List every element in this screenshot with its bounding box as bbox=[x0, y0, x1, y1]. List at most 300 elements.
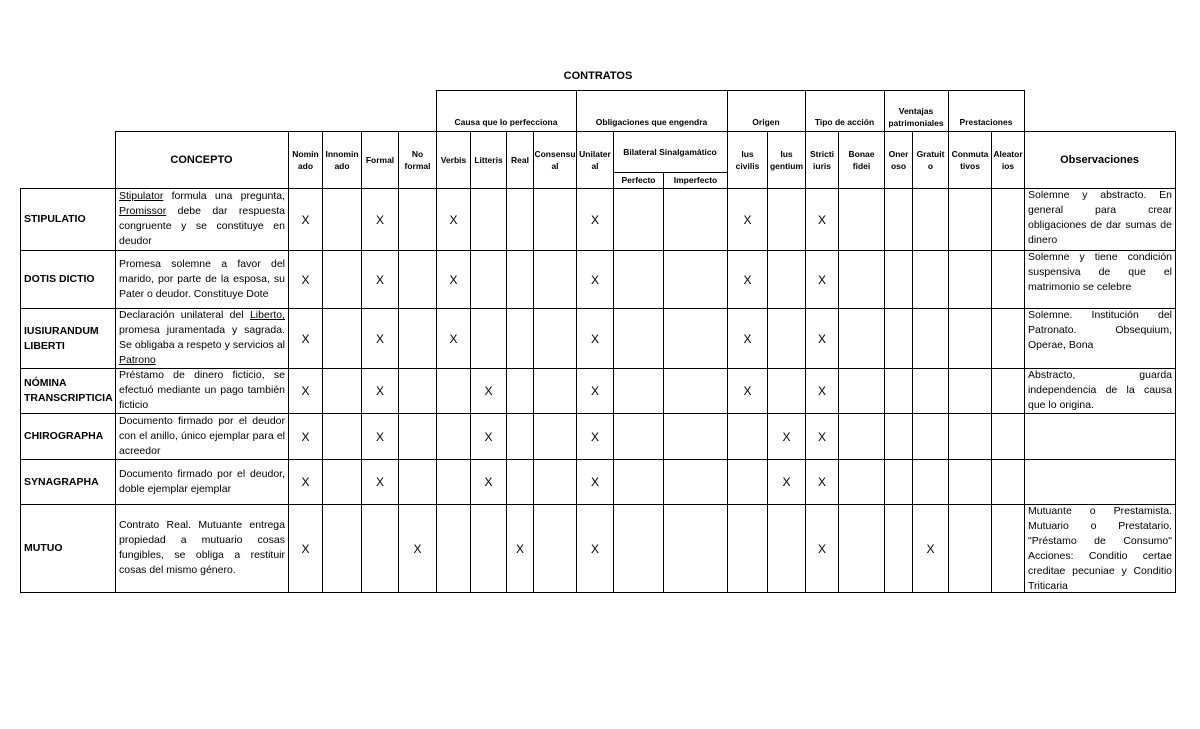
column-header-text-17-line2: tivos bbox=[960, 160, 980, 171]
row-observations-0 bbox=[1025, 188, 1175, 250]
column-header-text-12 bbox=[770, 148, 803, 172]
group-causa-label: Causa que lo perfecciona bbox=[454, 116, 558, 127]
row-name-3 bbox=[21, 369, 114, 413]
column-header-text-0-line2: ado bbox=[297, 160, 314, 171]
row-description-text bbox=[119, 414, 285, 459]
row-3-mark-7 bbox=[534, 369, 576, 413]
row-2-mark-7 bbox=[534, 309, 576, 368]
row-2-mark-2 bbox=[362, 309, 398, 368]
column-header-14 bbox=[839, 131, 884, 188]
mark-value: X bbox=[743, 272, 752, 287]
row-0-mark-5 bbox=[471, 189, 506, 250]
row-name-4 bbox=[21, 414, 114, 459]
column-header-text-9-line1: Perfecto bbox=[621, 175, 656, 185]
row-0-mark-16 bbox=[913, 189, 948, 250]
row-3-mark-3 bbox=[399, 369, 436, 413]
column-header-text-1-line2: ado bbox=[334, 160, 350, 171]
column-header-1 bbox=[323, 131, 361, 188]
row-2-mark-6 bbox=[507, 309, 533, 368]
desc-part: Contrato Real. Mutuante entrega propiedad a mutuario cosas fungibles, se obliga a restituir cosas del mismo género. bbox=[119, 519, 285, 576]
row-1-mark-11 bbox=[728, 251, 767, 308]
row-0-mark-9 bbox=[614, 189, 663, 250]
mark-value: X bbox=[375, 331, 384, 346]
row-description-text bbox=[119, 467, 285, 497]
row-name-line1: CHIROGRAPHA bbox=[24, 430, 104, 442]
column-header-7 bbox=[534, 131, 576, 188]
row-name-text bbox=[24, 429, 103, 444]
row-2-mark-4 bbox=[437, 309, 470, 368]
mark-value: X bbox=[743, 384, 752, 398]
row-0-mark-12 bbox=[768, 189, 805, 250]
row-description-3 bbox=[116, 368, 288, 413]
mark-value: X bbox=[590, 331, 599, 346]
column-header-text-3 bbox=[405, 148, 431, 172]
mark-value: X bbox=[782, 429, 791, 444]
row-2-mark-10 bbox=[664, 309, 727, 368]
row-4-mark-5 bbox=[471, 414, 506, 459]
column-header-text-16-line1: Gratuit bbox=[916, 148, 945, 159]
row-5-mark-10 bbox=[664, 460, 727, 504]
column-header-text-0 bbox=[292, 148, 318, 172]
group-obligaciones-label: Obligaciones que engendra bbox=[595, 116, 708, 127]
column-header-text-5 bbox=[474, 154, 502, 166]
row-4-mark-10 bbox=[664, 414, 727, 459]
row-name-text bbox=[24, 324, 99, 354]
row-5-mark-9 bbox=[614, 460, 663, 504]
row-4-mark-14 bbox=[839, 414, 884, 459]
row-name-line1: DOTIS DICTIO bbox=[24, 273, 95, 285]
column-header-text-17-line1: Conmuta bbox=[951, 148, 989, 159]
row-3-mark-6 bbox=[507, 369, 533, 413]
row-3-mark-14 bbox=[839, 369, 884, 413]
row-3-mark-16 bbox=[913, 369, 948, 413]
row-6-mark-17 bbox=[949, 505, 991, 592]
column-header-text-7 bbox=[534, 148, 575, 172]
row-3-mark-11 bbox=[728, 369, 767, 413]
column-header-text-11-line2: civilis bbox=[735, 160, 760, 171]
row-observations-4 bbox=[1025, 413, 1175, 459]
column-header-text-8-line1: Unilater bbox=[579, 148, 611, 159]
mark-value: X bbox=[484, 475, 493, 489]
row-6-mark-13 bbox=[806, 505, 838, 592]
desc-part: formula una pregunta, bbox=[163, 190, 285, 202]
row-observations-2 bbox=[1025, 308, 1175, 368]
row-5-mark-18 bbox=[992, 460, 1024, 504]
mark-value: X bbox=[449, 272, 458, 287]
row-6-mark-18 bbox=[992, 505, 1024, 592]
row-name-line1: IUSIURANDUM bbox=[24, 324, 99, 337]
row-0-mark-18 bbox=[992, 189, 1024, 250]
desc-part: Documento firmado por el deudor con el anillo, único ejemplar para el acreedor bbox=[119, 414, 285, 457]
column-header-2 bbox=[362, 131, 398, 188]
desc-part: Préstamo de dinero ficticio, se efectuó mediante un pago también ficticio bbox=[119, 369, 285, 411]
row-description-6 bbox=[116, 504, 288, 592]
row-observations-3 bbox=[1025, 368, 1175, 413]
row-1-mark-0 bbox=[289, 251, 322, 308]
row-5-mark-2 bbox=[362, 460, 398, 504]
column-header-text-13-line2: iuris bbox=[813, 160, 831, 171]
row-5-mark-1 bbox=[323, 460, 361, 504]
row-2-mark-15 bbox=[885, 309, 912, 368]
mark-value: X bbox=[375, 272, 384, 287]
mark-value: X bbox=[817, 212, 826, 227]
row-3-mark-10 bbox=[664, 369, 727, 413]
row-3-mark-1 bbox=[323, 369, 361, 413]
row-2-mark-8 bbox=[577, 309, 613, 368]
row-5-mark-4 bbox=[437, 460, 470, 504]
row-6-mark-6 bbox=[507, 505, 533, 592]
column-header-13 bbox=[806, 131, 838, 188]
column-header-text-10 bbox=[674, 174, 717, 186]
row-4-mark-15 bbox=[885, 414, 912, 459]
desc-part: promesa juramentada y sagrada. Se obligaba a respeto y servicios al bbox=[119, 324, 285, 351]
row-observations-text: Abstracto, guarda independencia de la causa que lo origina. bbox=[1028, 369, 1172, 411]
row-name-line1: SYNAGRAPHA bbox=[24, 475, 99, 488]
row-1-mark-16 bbox=[913, 251, 948, 308]
row-0-mark-1 bbox=[323, 189, 361, 250]
column-header-text-2-line1: Formal bbox=[365, 154, 395, 165]
row-4-mark-0 bbox=[289, 414, 322, 459]
desc-part: debe dar respuesta congruente y se constituye en deudor bbox=[119, 205, 285, 247]
mark-value: X bbox=[375, 429, 384, 444]
row-observations-5 bbox=[1025, 459, 1175, 504]
group-ventajas-text-line2: patrimoniales bbox=[888, 118, 944, 128]
row-3-mark-15 bbox=[885, 369, 912, 413]
row-observations-text: Solemne y tiene condición suspensiva de que el matrimonio se celebre bbox=[1028, 251, 1172, 293]
row-3-mark-18 bbox=[992, 369, 1024, 413]
row-6-mark-4 bbox=[437, 505, 470, 592]
column-header-text-4-line1: Verbis bbox=[440, 154, 467, 165]
mark-value: X bbox=[449, 212, 458, 227]
row-1-mark-15 bbox=[885, 251, 912, 308]
row-5-mark-13 bbox=[806, 460, 838, 504]
row-4-mark-13 bbox=[806, 414, 838, 459]
mark-value: X bbox=[301, 331, 310, 346]
column-header-text-10-line1: Imperfecto bbox=[673, 175, 718, 185]
column-header-17 bbox=[949, 131, 991, 188]
row-4-mark-1 bbox=[323, 414, 361, 459]
row-0-mark-2 bbox=[362, 189, 398, 250]
row-4-mark-7 bbox=[534, 414, 576, 459]
row-name-line1: MUTUO bbox=[24, 542, 63, 554]
group-bilateral-label: Bilateral Sinalgamático bbox=[623, 146, 717, 157]
group-origen-label: Origen bbox=[752, 116, 780, 127]
row-6-mark-8 bbox=[577, 505, 613, 592]
row-6-mark-12 bbox=[768, 505, 805, 592]
row-4-mark-9 bbox=[614, 414, 663, 459]
row-1-mark-5 bbox=[471, 251, 506, 308]
mark-value: X bbox=[301, 541, 310, 556]
row-3-mark-13 bbox=[806, 369, 838, 413]
row-description-2 bbox=[116, 308, 288, 368]
row-description-text bbox=[119, 518, 285, 578]
mark-value: X bbox=[590, 541, 599, 556]
row-0-mark-0 bbox=[289, 189, 322, 250]
row-2-mark-1 bbox=[323, 309, 361, 368]
mark-value: X bbox=[301, 429, 310, 444]
mark-value: X bbox=[817, 272, 826, 287]
group-tipo-accion-label: Tipo de acción bbox=[814, 116, 875, 127]
column-header-4 bbox=[437, 131, 470, 188]
row-1-mark-1 bbox=[323, 251, 361, 308]
column-header-text-3-line2: formal bbox=[404, 160, 431, 171]
row-4-mark-16 bbox=[913, 414, 948, 459]
row-5-mark-15 bbox=[885, 460, 912, 504]
column-header-text-18-line2: ios bbox=[1001, 160, 1015, 171]
row-4-mark-8 bbox=[577, 414, 613, 459]
row-4-mark-3 bbox=[399, 414, 436, 459]
row-4-mark-11 bbox=[728, 414, 767, 459]
row-5-mark-14 bbox=[839, 460, 884, 504]
column-header-12 bbox=[768, 131, 805, 188]
row-6-mark-3 bbox=[399, 505, 436, 592]
row-3-mark-4 bbox=[437, 369, 470, 413]
column-header-text-9 bbox=[621, 174, 655, 186]
mark-value: X bbox=[375, 212, 384, 227]
row-description-0 bbox=[116, 188, 288, 250]
row-2-mark-18 bbox=[992, 309, 1024, 368]
desc-part: Promissor bbox=[119, 205, 167, 217]
mark-value: X bbox=[590, 212, 599, 227]
group-prestaciones bbox=[948, 112, 1024, 131]
row-5-mark-3 bbox=[399, 460, 436, 504]
row-1-mark-12 bbox=[768, 251, 805, 308]
desc-part: Stipulator bbox=[119, 190, 164, 202]
group-ventajas-text bbox=[888, 105, 943, 129]
row-3-mark-12 bbox=[768, 369, 805, 413]
row-name-text bbox=[24, 212, 86, 227]
row-observations-text: Solemne. Institución del Patronato. Obsequium, Operae, Bona bbox=[1028, 309, 1172, 351]
row-0-mark-4 bbox=[437, 189, 470, 250]
row-description-5 bbox=[116, 459, 288, 504]
group-ventajas-text-line1: Ventajas bbox=[898, 106, 934, 116]
page-title: CONTRATOS bbox=[563, 70, 633, 82]
column-header-text-13 bbox=[810, 148, 834, 172]
row-observations-text: Mutuante o Prestamista. Mutuario o Prestatario. "Préstamo de Consumo" Acciones: Conditio certae creditae pecuniae y Conditio Triticaria bbox=[1028, 505, 1172, 592]
row-name-text bbox=[24, 376, 113, 406]
column-header-text-18 bbox=[993, 148, 1022, 172]
column-header-text-14-line1: Bonae bbox=[848, 148, 875, 159]
group-causa bbox=[436, 112, 576, 131]
column-header-text-1 bbox=[325, 148, 358, 172]
row-1-mark-18 bbox=[992, 251, 1024, 308]
row-name-line2: TRANSCRIPTICIA bbox=[24, 392, 113, 404]
column-header-text-1-line1: Innomin bbox=[325, 148, 359, 159]
row-2-mark-3 bbox=[399, 309, 436, 368]
row-0-mark-17 bbox=[949, 189, 991, 250]
mark-value: X bbox=[301, 212, 310, 227]
column-header-text-15 bbox=[889, 148, 909, 172]
row-4-mark-2 bbox=[362, 414, 398, 459]
column-border-22 bbox=[1175, 131, 1176, 593]
column-header-text-18-line1: Aleator bbox=[993, 148, 1023, 159]
row-3-mark-17 bbox=[949, 369, 991, 413]
column-header-text-12-line1: Ius bbox=[780, 148, 793, 159]
mark-value: X bbox=[743, 212, 752, 227]
group-prestaciones-label: Prestaciones bbox=[959, 116, 1013, 127]
row-description-text bbox=[119, 257, 285, 302]
column-header-18 bbox=[992, 131, 1024, 188]
table-bottom-border bbox=[20, 592, 1175, 593]
column-header-11 bbox=[728, 131, 767, 188]
group-top-border bbox=[436, 90, 1025, 91]
row-name-0 bbox=[21, 189, 114, 250]
row-1-mark-2 bbox=[362, 251, 398, 308]
column-header-text-3-line1: No bbox=[411, 148, 424, 159]
row-1-mark-17 bbox=[949, 251, 991, 308]
column-header-0 bbox=[289, 131, 322, 188]
row-0-mark-3 bbox=[399, 189, 436, 250]
row-1-mark-9 bbox=[614, 251, 663, 308]
row-3-mark-0 bbox=[289, 369, 322, 413]
mark-value: X bbox=[301, 384, 310, 398]
group-tipo-accion bbox=[805, 112, 884, 131]
column-header-9 bbox=[614, 172, 663, 188]
row-observations-6 bbox=[1025, 504, 1175, 592]
row-5-mark-0 bbox=[289, 460, 322, 504]
column-header-text-4 bbox=[441, 154, 467, 166]
mark-value: X bbox=[817, 384, 826, 398]
mark-value: X bbox=[743, 331, 752, 346]
row-1-mark-4 bbox=[437, 251, 470, 308]
mark-value: X bbox=[515, 541, 524, 556]
column-header-text-2 bbox=[366, 154, 394, 166]
row-description-4 bbox=[116, 413, 288, 459]
row-2-mark-17 bbox=[949, 309, 991, 368]
row-2-mark-12 bbox=[768, 309, 805, 368]
row-description-text bbox=[119, 368, 285, 413]
row-name-line1: STIPULATIO bbox=[24, 213, 86, 225]
row-4-mark-4 bbox=[437, 414, 470, 459]
row-2-mark-9 bbox=[614, 309, 663, 368]
column-header-text-16 bbox=[917, 148, 945, 172]
row-2-mark-5 bbox=[471, 309, 506, 368]
row-name-text bbox=[24, 541, 63, 556]
row-name-line2: LIBERTI bbox=[24, 339, 65, 352]
row-3-mark-8 bbox=[577, 369, 613, 413]
row-6-mark-15 bbox=[885, 505, 912, 592]
row-1-mark-3 bbox=[399, 251, 436, 308]
row-6-mark-11 bbox=[728, 505, 767, 592]
header-observaciones bbox=[1024, 131, 1175, 188]
column-header-text-7-line1: Consensu bbox=[534, 148, 576, 159]
row-6-mark-1 bbox=[323, 505, 361, 592]
row-5-mark-11 bbox=[728, 460, 767, 504]
row-0-mark-6 bbox=[507, 189, 533, 250]
mark-value: X bbox=[782, 475, 791, 489]
row-3-mark-9 bbox=[614, 369, 663, 413]
column-header-text-6 bbox=[511, 154, 529, 166]
group-obligaciones bbox=[576, 112, 727, 131]
row-2-mark-11 bbox=[728, 309, 767, 368]
row-1-mark-14 bbox=[839, 251, 884, 308]
row-description-text bbox=[119, 189, 285, 249]
row-2-mark-14 bbox=[839, 309, 884, 368]
row-6-mark-0 bbox=[289, 505, 322, 592]
row-4-mark-6 bbox=[507, 414, 533, 459]
mark-value: X bbox=[817, 475, 826, 489]
row-0-mark-7 bbox=[534, 189, 576, 250]
column-header-16 bbox=[913, 131, 948, 188]
column-header-10 bbox=[664, 172, 727, 188]
row-0-mark-14 bbox=[839, 189, 884, 250]
mark-value: X bbox=[817, 429, 826, 444]
row-6-mark-14 bbox=[839, 505, 884, 592]
row-5-mark-7 bbox=[534, 460, 576, 504]
mark-value: X bbox=[817, 541, 826, 556]
row-1-mark-13 bbox=[806, 251, 838, 308]
column-header-text-8 bbox=[579, 148, 611, 172]
column-header-8 bbox=[577, 131, 613, 188]
row-name-text bbox=[24, 475, 99, 490]
row-name-line1: NÓMINA bbox=[24, 377, 67, 389]
column-header-text-8-line2: al bbox=[591, 160, 599, 171]
column-header-text-16-line2: o bbox=[927, 160, 934, 171]
mark-value: X bbox=[375, 384, 384, 398]
row-2-mark-16 bbox=[913, 309, 948, 368]
mark-value: X bbox=[449, 331, 458, 346]
mark-value: X bbox=[484, 429, 493, 444]
row-name-2 bbox=[21, 309, 114, 368]
row-0-mark-15 bbox=[885, 189, 912, 250]
mark-value: X bbox=[484, 384, 493, 398]
group-ventajas bbox=[884, 102, 948, 132]
row-0-mark-8 bbox=[577, 189, 613, 250]
row-5-mark-8 bbox=[577, 460, 613, 504]
mark-value: X bbox=[926, 541, 935, 556]
column-header-text-11-line1: Ius bbox=[741, 148, 754, 159]
group-origen bbox=[727, 112, 805, 131]
mark-value: X bbox=[375, 475, 384, 489]
header-concepto-label: CONCEPTO bbox=[170, 153, 233, 166]
mark-value: X bbox=[590, 384, 599, 398]
row-0-mark-13 bbox=[806, 189, 838, 250]
row-4-mark-18 bbox=[992, 414, 1024, 459]
column-header-text-11 bbox=[736, 148, 760, 172]
row-1-mark-6 bbox=[507, 251, 533, 308]
column-header-text-12-line2: gentium bbox=[769, 160, 804, 171]
row-description-1 bbox=[116, 250, 288, 308]
row-3-mark-5 bbox=[471, 369, 506, 413]
row-description-text bbox=[119, 308, 285, 368]
row-observations-text: Solemne y abstracto. En general para crear obligaciones de dar sumas de dinero bbox=[1028, 189, 1172, 246]
row-name-text bbox=[24, 272, 95, 287]
row-5-mark-17 bbox=[949, 460, 991, 504]
mark-value: X bbox=[590, 272, 599, 287]
header-observaciones-label: Observaciones bbox=[1060, 153, 1139, 166]
row-name-6 bbox=[21, 505, 114, 592]
row-4-mark-17 bbox=[949, 414, 991, 459]
row-2-mark-13 bbox=[806, 309, 838, 368]
column-header-text-14-line2: fidei bbox=[852, 160, 871, 171]
column-header-text-0-line1: Nomin bbox=[292, 148, 319, 159]
row-5-mark-5 bbox=[471, 460, 506, 504]
desc-part: Documento firmado por el deudor, doble ejemplar ejemplar bbox=[119, 467, 285, 495]
column-header-text-17 bbox=[952, 148, 989, 172]
desc-part: Liberto, bbox=[249, 309, 285, 321]
header-concepto bbox=[115, 131, 288, 188]
row-6-mark-2 bbox=[362, 505, 398, 592]
mark-value: X bbox=[301, 475, 310, 489]
row-name-5 bbox=[21, 460, 114, 504]
desc-part: Promesa solemne a favor del marido, por parte de la esposa, su Pater o deudor. Constituye Dote bbox=[119, 257, 285, 300]
column-header-text-5-line1: Litteris bbox=[474, 154, 503, 165]
mark-value: X bbox=[590, 429, 599, 444]
column-header-text-15-line2: oso bbox=[890, 160, 907, 171]
row-2-mark-0 bbox=[289, 309, 322, 368]
column-header-text-13-line1: Stricti bbox=[809, 148, 835, 159]
mark-value: X bbox=[301, 272, 310, 287]
